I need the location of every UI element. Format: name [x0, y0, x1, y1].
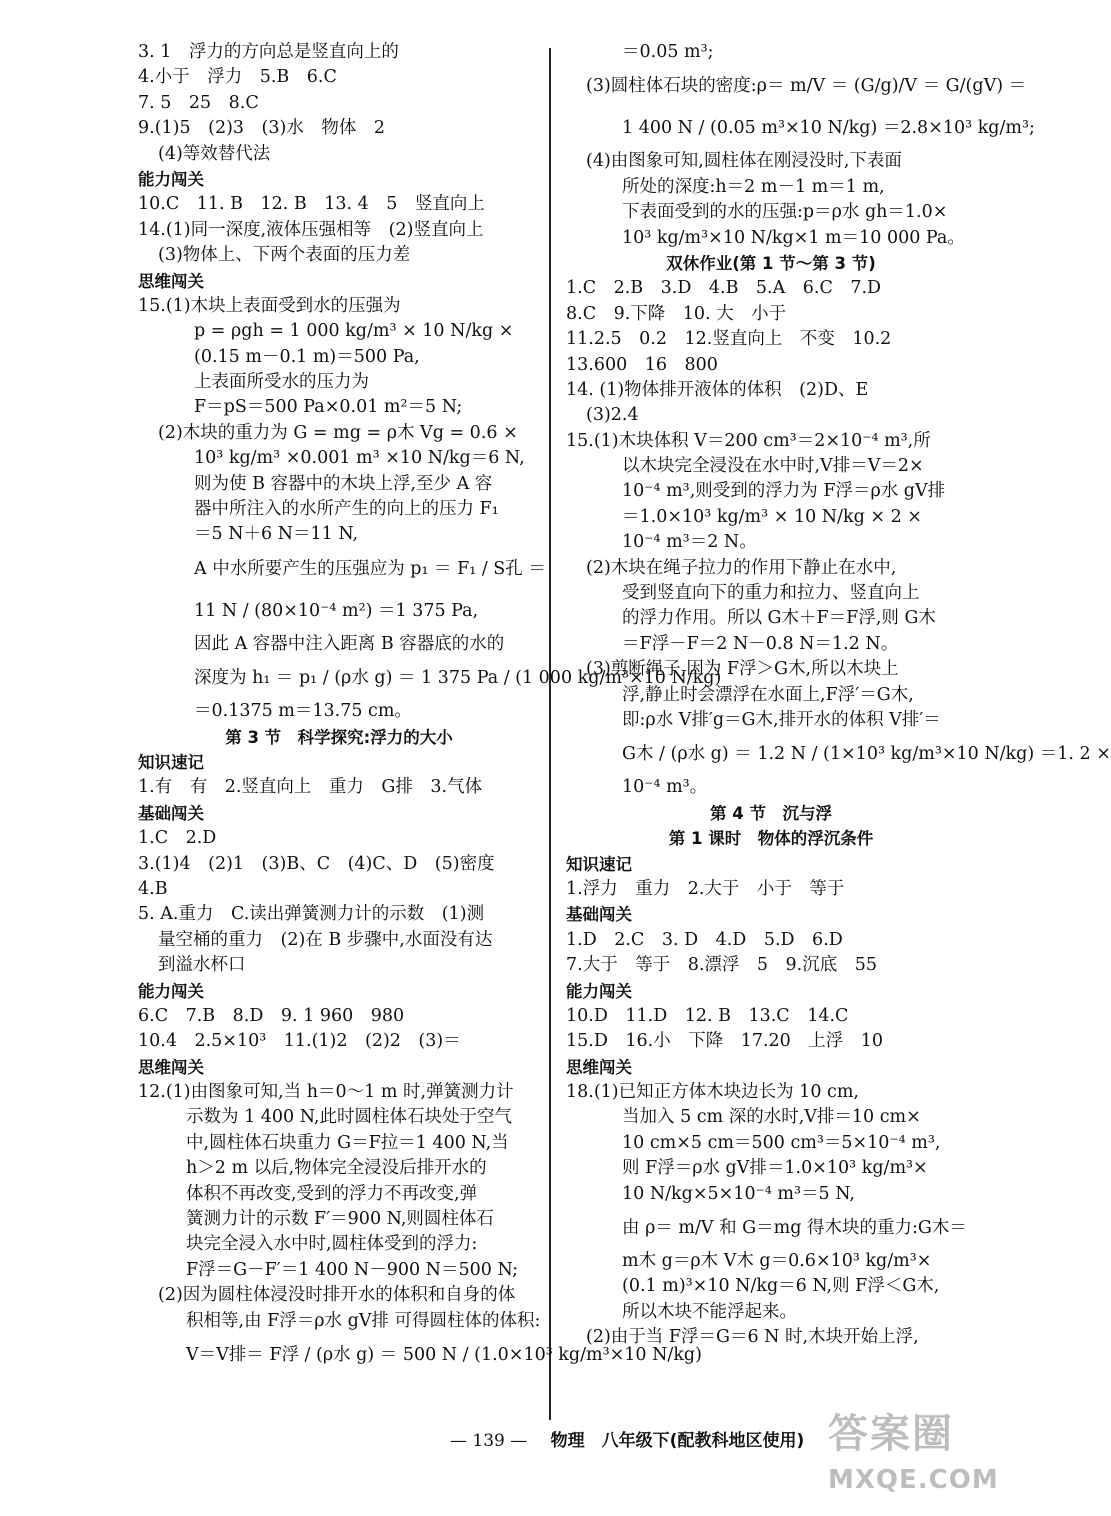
- answer-line: 1.浮力 重力 2.大于 小于 等于: [566, 878, 845, 899]
- answer-line: (4)由图象可知,圆柱体在刚浸没时,下表面: [586, 151, 902, 172]
- formula-line: 11 N / (80×10⁻⁴ m²) ＝1 375 Pa,: [194, 600, 479, 621]
- answer-line: 8.C 9.下降 10. 大 小于: [566, 303, 787, 324]
- formula-line: V＝V排＝ F浮 / (ρ水 g) ＝ 500 N / (1.0×10³ kg/m³×10 N/kg): [186, 1344, 702, 1365]
- answer-line: ＝0.05 m³;: [622, 42, 714, 62]
- answer-line: 14. (1)物体排开液体的体积 (2)D、E: [566, 379, 869, 400]
- formula-line: A 中水所要产生的压强应为 p₁ ＝ F₁ / S孔 ＝: [194, 558, 546, 579]
- answer-line: 10 cm×5 cm＝500 cm³＝5×10⁻⁴ m³,: [622, 1132, 941, 1153]
- watermark-text: 答案圈: [828, 1411, 954, 1457]
- answer-line: 7.大于 等于 8.漂浮 5 9.沉底 55: [566, 955, 877, 976]
- answer-line: 3. 1 浮力的方向总是竖直向上的: [138, 42, 399, 62]
- answer-line: ＝F浮－F＝2 N－0.8 N＝1.2 N。: [622, 633, 899, 654]
- answer-line: 的浮力作用。所以 G木＋F＝F浮,则 G木: [622, 608, 936, 629]
- answer-line: 则为使 B 容器中的木块上浮,至少 A 容: [194, 473, 493, 494]
- answer-line: 5. A.重力 C.读出弹簧测力计的示数 (1)测: [138, 904, 485, 925]
- answer-line: 10 N/kg×5×10⁻⁴ m³＝5 N,: [622, 1183, 855, 1204]
- answer-line: 体积不再改变,受到的浮力不再改变,弹: [186, 1183, 478, 1204]
- answer-line: 簧测力计的示数 F′＝900 N,则圆柱体石: [186, 1209, 494, 1230]
- section-heading: 思维闯关: [566, 1057, 632, 1077]
- section-heading: 能力闯关: [138, 169, 204, 189]
- answer-line: (2)由于当 F浮＝G＝6 N 时,木块开始上浮,: [586, 1327, 919, 1348]
- answer-line: 10⁻⁴ m³＝2 N。: [622, 532, 757, 553]
- answer-line: 3.(1)4 (2)1 (3)B、C (4)C、D (5)密度: [138, 853, 495, 874]
- formula-line: G木 / (ρ水 g) ＝ 1.2 N / (1×10³ kg/m³×10 N/kg) ＝1. 2 ×: [622, 744, 1111, 765]
- answer-line: (2)木块在绳子拉力的作用下静止在水中,: [586, 557, 897, 578]
- answer-line: F浮＝G－F′＝1 400 N－900 N＝500 N;: [186, 1259, 519, 1280]
- answer-line: F＝pS＝500 Pa×0.01 m²＝5 N;: [194, 397, 463, 418]
- answer-line: ＝5 N＋6 N＝11 N,: [194, 524, 359, 545]
- answer-line: (2)因为圆柱体浸没时排开水的体积和自身的体: [158, 1285, 516, 1306]
- formula-line: 1 400 N / (0.05 m³×10 N/kg) ＝2.8×10³ kg/m³;: [622, 118, 1035, 139]
- answer-line: 中,圆柱体石块重力 G＝F拉＝1 400 N,当: [186, 1132, 509, 1153]
- section-heading: 思维闯关: [138, 271, 204, 291]
- answer-line: 10⁻⁴ m³。: [622, 777, 708, 798]
- answer-line: 以木块完全浸没在水中时,V排＝V＝2×: [622, 456, 924, 477]
- page-number: — 139 —: [450, 1431, 528, 1451]
- answer-line: 14.(1)同一深度,液体压强相等 (2)竖直向上: [138, 219, 484, 240]
- answer-line: p = ρgh = 1 000 kg/m³ × 10 N/kg ×: [194, 321, 514, 342]
- answer-line: 10³ kg/m³ ×0.001 m³ ×10 N/kg＝6 N,: [194, 448, 525, 469]
- answer-line: 1.D 2.C 3. D 4.D 5.D 6.D: [566, 929, 843, 950]
- answer-line: 10⁻⁴ m³,则受到的浮力为 F浮＝ρ水 gV排: [622, 481, 946, 502]
- answer-line: 积相等,由 F浮＝ρ水 gV排 可得圆柱体的体积:: [186, 1310, 541, 1331]
- answer-line: 4.B: [138, 878, 168, 899]
- section-heading: 能力闯关: [138, 981, 204, 1001]
- answer-line: (3)剪断绳子,因为 F浮＞G木,所以木块上: [586, 659, 899, 680]
- answer-line: 当加入 5 cm 深的水时,V排＝10 cm×: [622, 1107, 921, 1128]
- book-subject: 物理 八年级下(配教科地区使用): [550, 1431, 805, 1451]
- answer-line: (4)等效替代法: [158, 143, 271, 164]
- section-title: 第 3 节 科学探究:浮力的大小: [225, 727, 453, 747]
- answer-line: 11.2.5 0.2 12.竖直向上 不变 10.2: [566, 329, 892, 350]
- answer-line: 6.C 7.B 8.D 9. 1 960 980: [138, 1005, 405, 1026]
- answer-line: (2)木块的重力为 G = mg = ρ木 Vg = 0.6 ×: [158, 422, 518, 443]
- answer-line: 示数为 1 400 N,此时圆柱体石块处于空气: [186, 1107, 512, 1128]
- answer-line: (3)物体上、下两个表面的压力差: [158, 245, 411, 266]
- answer-line: 上表面所受水的压力为: [194, 372, 369, 393]
- section-subtitle: 第 1 课时 物体的浮沉条件: [668, 829, 874, 849]
- answer-line: ＝0.1375 m＝13.75 cm。: [194, 701, 412, 722]
- watermark-logo: [828, 1402, 999, 1506]
- section-heading: 知识速记: [138, 752, 204, 772]
- answer-line: ＝1.0×10³ kg/m³ × 10 N/kg × 2 ×: [622, 506, 922, 527]
- answer-line: 下表面受到的水的压强:p＝ρ水 gh＝1.0×: [622, 202, 948, 223]
- answer-line: 7. 5 25 8.C: [138, 92, 259, 113]
- answer-line: 浮,静止时会漂浮在水面上,F浮′＝G木,: [622, 684, 914, 705]
- answer-line: (0.1 m)³×10 N/kg＝6 N,则 F浮＜G木,: [622, 1276, 940, 1297]
- answer-line: 10³ kg/m³×10 N/kg×1 m＝10 000 Pa。: [622, 227, 965, 248]
- answer-line: (0.15 m－0.1 m)＝500 Pa,: [194, 346, 420, 367]
- formula-line: 深度为 h₁ ＝ p₁ / (ρ水 g) ＝ 1 375 Pa / (1 000 kg/m³×10 N/kg): [194, 668, 722, 689]
- answer-line: 量空桶的重力 (2)在 B 步骤中,水面没有达: [158, 929, 493, 950]
- watermark-url: MXQE.COM: [828, 1465, 999, 1495]
- answer-line: 因此 A 容器中注入距离 B 容器底的水的: [194, 633, 505, 654]
- answer-line: 10.D 11.D 12. B 13.C 14.C: [566, 1005, 849, 1026]
- answer-line: 15.(1)木块体积 V＝200 cm³＝2×10⁻⁴ m³,所: [566, 430, 931, 451]
- answer-line: 15.D 16.小 下降 17.20 上浮 10: [566, 1031, 884, 1052]
- answer-line: 9.(1)5 (2)3 (3)水 物体 2: [138, 118, 385, 139]
- answer-line: 13.600 16 800: [566, 354, 718, 375]
- answer-line: (3)2.4: [586, 405, 639, 426]
- section-heading: 知识速记: [566, 854, 632, 874]
- section-heading: 能力闯关: [566, 981, 632, 1001]
- right-column: [566, 40, 1111, 1351]
- answer-line: 到溢水杯口: [158, 955, 246, 976]
- answer-line: 10.4 2.5×10³ 11.(1)2 (2)2 (3)＝: [138, 1031, 461, 1052]
- column-divider: [549, 48, 551, 1420]
- answer-line: 15.(1)木块上表面受到水的压强为: [138, 295, 401, 316]
- answer-line: 受到竖直向下的重力和拉力、竖直向上: [622, 583, 920, 604]
- answer-line: 器中所注入的水所产生的向上的压力 F₁: [194, 499, 499, 520]
- section-heading: 思维闯关: [138, 1057, 204, 1077]
- formula-line: 由 ρ＝ m/V 和 G＝mg 得木块的重力:G木＝: [622, 1218, 967, 1239]
- section-heading: 基础闯关: [138, 803, 204, 823]
- answer-line: h＞2 m 以后,物体完全浸没后排开水的: [186, 1158, 487, 1179]
- answer-line: 10.C 11. B 12. B 13. 4 5 竖直向上: [138, 194, 485, 215]
- section-title: 双休作业(第 1 节～第 3 节): [666, 253, 876, 273]
- answer-line: 即:ρ水 V排′g＝G木,排开水的体积 V排′＝: [622, 709, 941, 730]
- answer-line: 块完全浸入水中时,圆柱体受到的浮力:: [186, 1234, 478, 1255]
- answer-line: 1.C 2.D: [138, 828, 217, 849]
- formula-line: (3)圆柱体石块的密度:ρ＝ m/V ＝ (G/g)/V ＝ G/(gV) ＝: [586, 76, 1027, 97]
- answer-line: m木 g＝ρ木 V木 g＝0.6×10³ kg/m³×: [622, 1251, 932, 1272]
- answer-line: 所处的深度:h＝2 m－1 m＝1 m,: [622, 176, 885, 197]
- answer-line: 1.C 2.B 3.D 4.B 5.A 6.C 7.D: [566, 278, 882, 299]
- answer-line: 12.(1)由图象可知,当 h＝0～1 m 时,弹簧测力计: [138, 1082, 514, 1103]
- answer-line: 则 F浮＝ρ水 gV排＝1.0×10³ kg/m³×: [622, 1158, 928, 1179]
- section-heading: 基础闯关: [566, 905, 632, 925]
- answer-line: 4.小于 浮力 5.B 6.C: [138, 67, 337, 88]
- answer-line: 所以木块不能浮起来。: [622, 1301, 797, 1322]
- answer-line: 18.(1)已知正方体木块边长为 10 cm,: [566, 1082, 859, 1103]
- section-title: 第 4 节 沉与浮: [710, 803, 832, 823]
- answer-line: 1.有 有 2.竖直向上 重力 G排 3.气体: [138, 777, 483, 798]
